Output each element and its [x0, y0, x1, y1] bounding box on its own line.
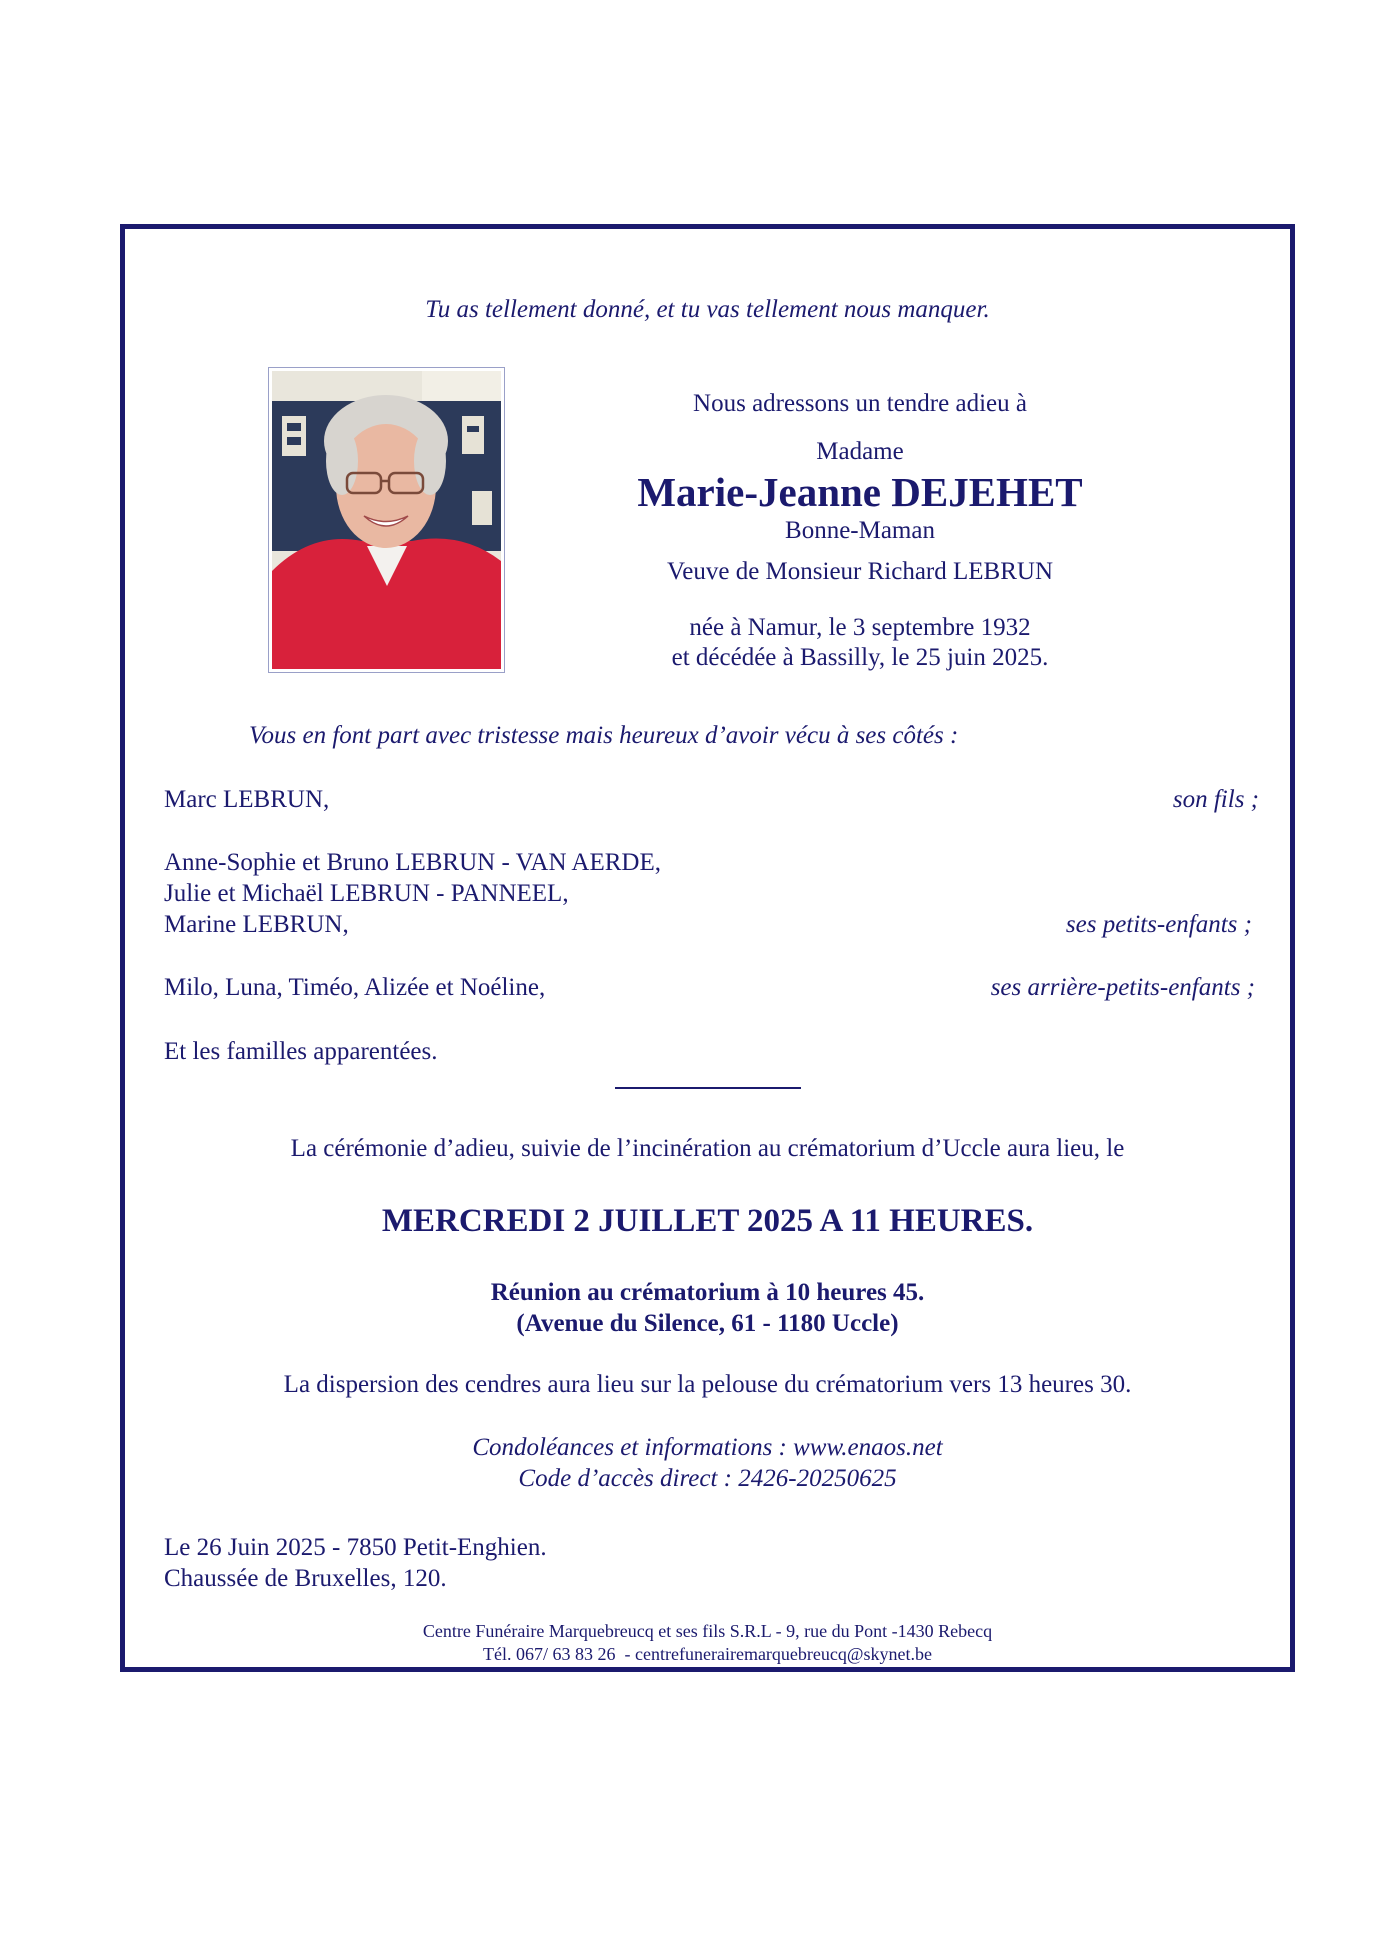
great-grandchildren: Milo, Luna, Timéo, Alizée et Noéline,	[164, 974, 546, 1001]
funeral-home-contact: Tél. 067/ 63 83 26 - centrefunerairemarquebreucq@skynet.be	[483, 1644, 932, 1664]
ashes-dispersion: La dispersion des cendres aura lieu sur la pelouse du crématorium vers 13 heures 30.	[283, 1371, 1132, 1398]
son-relation: son fils ;	[1172, 786, 1259, 813]
place-date: Le 26 Juin 2025 - 7850 Petit-Enghien.	[164, 1534, 547, 1561]
grandchild-1: Anne-Sophie et Bruno LEBRUN - VAN AERDE,	[164, 849, 661, 876]
funeral-home-address: Centre Funéraire Marquebreucq et ses fils S.R.L - 9, rue du Pont -1430 Rebecq	[422, 1621, 993, 1641]
crematorium-address: (Avenue du Silence, 61 - 1180 Uccle)	[516, 1310, 899, 1337]
intro-text: Nous adressons un tendre adieu à	[693, 390, 1027, 417]
condolences-info: Condoléances et informations : www.enaos.net	[472, 1434, 943, 1461]
grandchild-3: Marine LEBRUN,	[164, 911, 349, 938]
family-role: Bonne-Maman	[785, 517, 935, 544]
great-grandchildren-relation: ses arrière-petits-enfants ;	[990, 974, 1255, 1001]
epitaph-quote: Tu as tellement donné, et tu vas tellement nous manquer.	[425, 296, 990, 323]
announcement: Vous en font part avec tristesse mais heureux d’avoir vécu à ses côtés :	[249, 722, 959, 749]
portrait-photo	[268, 367, 505, 673]
son-name: Marc LEBRUN,	[164, 786, 330, 813]
access-code: Code d’accès direct : 2426-20250625	[518, 1465, 897, 1492]
separator-line	[615, 1087, 801, 1089]
honorific: Madame	[816, 438, 904, 465]
birth-line: née à Namur, le 3 septembre 1932	[689, 614, 1031, 641]
grandchild-2: Julie et Michaël LEBRUN - PANNEEL,	[164, 880, 569, 907]
death-line: et décédée à Bassilly, le 25 juin 2025.	[671, 644, 1049, 671]
grandchildren-relation: ses petits-enfants ;	[1065, 911, 1252, 938]
ceremony-date: MERCREDI 2 JUILLET 2025 A 11 HEURES.	[381, 1203, 1034, 1239]
deceased-name: Marie-Jeanne DEJEHET	[637, 469, 1083, 515]
widow-line: Veuve de Monsieur Richard LEBRUN	[666, 558, 1054, 585]
meeting-time: Réunion au crématorium à 10 heures 45.	[490, 1279, 925, 1306]
street-address: Chaussée de Bruxelles, 120.	[164, 1565, 447, 1592]
related-families: Et les familles apparentées.	[164, 1038, 438, 1065]
ceremony-intro: La cérémonie d’adieu, suivie de l’incinération au crématorium d’Uccle aura lieu, le	[290, 1135, 1125, 1162]
